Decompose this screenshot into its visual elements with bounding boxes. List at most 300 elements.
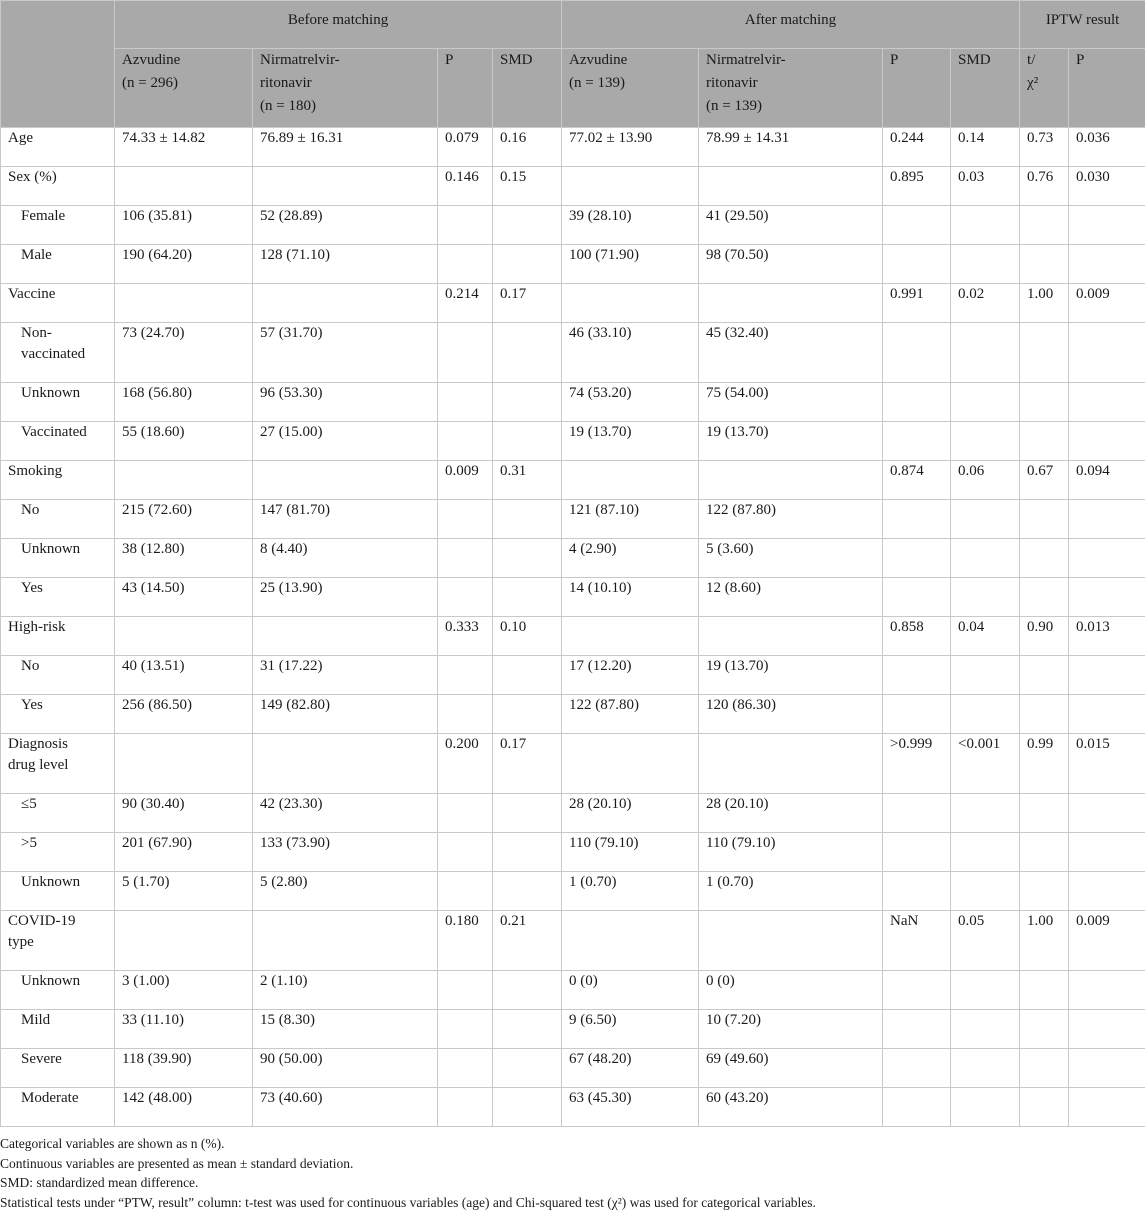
- table-cell: 0.094: [1069, 461, 1145, 500]
- table-cell: [1069, 1010, 1145, 1049]
- table-subrow: [1, 206, 1145, 245]
- table-footnotes: [0, 1134, 1145, 1212]
- table-cell: [1020, 656, 1069, 695]
- table-cell: [883, 422, 951, 461]
- table-cell: [493, 656, 562, 695]
- table-cell: 0.858: [883, 617, 951, 656]
- table-cell: 45 (32.40): [699, 323, 883, 383]
- table-cell: 0.991: [883, 284, 951, 323]
- table-cell: 120 (86.30): [699, 695, 883, 734]
- table-cell: [493, 872, 562, 911]
- table-cell: [951, 833, 1020, 872]
- table-cell: 33 (11.10): [115, 1010, 253, 1049]
- table-cell: [1020, 695, 1069, 734]
- table-cell: [883, 833, 951, 872]
- row-label: Severe: [1, 1049, 115, 1088]
- table-cell: 2 (1.10): [253, 971, 438, 1010]
- table-cell: [115, 734, 253, 794]
- table-cell: 63 (45.30): [562, 1088, 699, 1127]
- table-cell: [562, 911, 699, 971]
- table-cell: [883, 872, 951, 911]
- table-cell: [438, 323, 493, 383]
- row-label: Non- vaccinated: [1, 323, 115, 383]
- table-cell: 190 (64.20): [115, 245, 253, 284]
- table-row: [1, 167, 1145, 206]
- table-cell: [883, 1010, 951, 1049]
- table-cell: [883, 578, 951, 617]
- table-cell: 0.03: [951, 167, 1020, 206]
- table-cell: [438, 872, 493, 911]
- table-cell: 55 (18.60): [115, 422, 253, 461]
- row-label: Vaccine: [1, 284, 115, 323]
- table-cell: [699, 167, 883, 206]
- column-header: t/ χ²: [1020, 49, 1069, 128]
- table-cell: 60 (43.20): [699, 1088, 883, 1127]
- table-cell: [951, 794, 1020, 833]
- table-cell: [438, 1010, 493, 1049]
- table-subrow: [1, 695, 1145, 734]
- table-cell: 19 (13.70): [699, 422, 883, 461]
- table-cell: [253, 911, 438, 971]
- table-cell: [1069, 578, 1145, 617]
- table-cell: 1 (0.70): [699, 872, 883, 911]
- table-cell: [1020, 971, 1069, 1010]
- table-cell: [438, 500, 493, 539]
- header-corner-cell: [1, 1, 115, 128]
- row-label: Unknown: [1, 971, 115, 1010]
- table-cell: 1.00: [1020, 284, 1069, 323]
- table-cell: [493, 323, 562, 383]
- row-label: No: [1, 500, 115, 539]
- table-cell: 41 (29.50): [699, 206, 883, 245]
- table-cell: 0.15: [493, 167, 562, 206]
- table-cell: [493, 1088, 562, 1127]
- table-cell: 122 (87.80): [699, 500, 883, 539]
- table-cell: [951, 656, 1020, 695]
- table-cell: 8 (4.40): [253, 539, 438, 578]
- table-row: [1, 911, 1145, 971]
- table-cell: [253, 461, 438, 500]
- table-row: [1, 617, 1145, 656]
- table-cell: 75 (54.00): [699, 383, 883, 422]
- table-cell: 0.99: [1020, 734, 1069, 794]
- row-label: Yes: [1, 578, 115, 617]
- table-cell: [1069, 833, 1145, 872]
- table-cell: [1069, 872, 1145, 911]
- row-label: >5: [1, 833, 115, 872]
- table-cell: [493, 971, 562, 1010]
- table-subrow: [1, 539, 1145, 578]
- table-cell: [1020, 539, 1069, 578]
- table-cell: 147 (81.70): [253, 500, 438, 539]
- table-cell: 0.333: [438, 617, 493, 656]
- table-cell: [1020, 422, 1069, 461]
- table-cell: 4 (2.90): [562, 539, 699, 578]
- table-cell: [883, 206, 951, 245]
- table-subrow: [1, 872, 1145, 911]
- table-cell: [1069, 539, 1145, 578]
- row-label: Unknown: [1, 539, 115, 578]
- table-cell: [1069, 1049, 1145, 1088]
- table-cell: [1069, 245, 1145, 284]
- table-cell: 3 (1.00): [115, 971, 253, 1010]
- table-subrow: [1, 323, 1145, 383]
- table-cell: 46 (33.10): [562, 323, 699, 383]
- table-cell: 67 (48.20): [562, 1049, 699, 1088]
- table-cell: 0.013: [1069, 617, 1145, 656]
- table-cell: 0.21: [493, 911, 562, 971]
- row-label: Yes: [1, 695, 115, 734]
- footnote: Continuous variables are presented as mean ± standard deviation.: [0, 1155, 354, 1171]
- table-cell: [1069, 206, 1145, 245]
- table-cell: 0.73: [1020, 128, 1069, 167]
- table-cell: 133 (73.90): [253, 833, 438, 872]
- table-cell: 10 (7.20): [699, 1010, 883, 1049]
- table-cell: [438, 656, 493, 695]
- table-cell: [883, 245, 951, 284]
- table-cell: [699, 911, 883, 971]
- table-cell: [883, 383, 951, 422]
- table-cell: 0.009: [1069, 284, 1145, 323]
- table-cell: 28 (20.10): [699, 794, 883, 833]
- row-label: High-risk: [1, 617, 115, 656]
- table-cell: [493, 695, 562, 734]
- row-label: Smoking: [1, 461, 115, 500]
- row-label: Female: [1, 206, 115, 245]
- row-label: ≤5: [1, 794, 115, 833]
- table-cell: 25 (13.90): [253, 578, 438, 617]
- table-cell: [438, 794, 493, 833]
- table-cell: 0.180: [438, 911, 493, 971]
- row-label: Mild: [1, 1010, 115, 1049]
- table-cell: 0.009: [1069, 911, 1145, 971]
- table-cell: 0.10: [493, 617, 562, 656]
- table-cell: [562, 167, 699, 206]
- table-cell: [493, 422, 562, 461]
- table-subrow: [1, 971, 1145, 1010]
- table-cell: >0.999: [883, 734, 951, 794]
- table-cell: 1.00: [1020, 911, 1069, 971]
- table-subrow: [1, 794, 1145, 833]
- table-cell: 0.874: [883, 461, 951, 500]
- table-cell: 0.17: [493, 284, 562, 323]
- table-cell: 0.02: [951, 284, 1020, 323]
- table-cell: 128 (71.10): [253, 245, 438, 284]
- table-cell: [883, 1049, 951, 1088]
- table-cell: [253, 167, 438, 206]
- table-cell: [951, 695, 1020, 734]
- table-cell: 78.99 ± 14.31: [699, 128, 883, 167]
- table-cell: [951, 323, 1020, 383]
- table-cell: [1020, 323, 1069, 383]
- table-cell: [1020, 872, 1069, 911]
- table-cell: [115, 167, 253, 206]
- table-cell: <0.001: [951, 734, 1020, 794]
- table-cell: [1069, 422, 1145, 461]
- table-cell: 40 (13.51): [115, 656, 253, 695]
- table-subrow: [1, 578, 1145, 617]
- table-cell: [562, 284, 699, 323]
- table-cell: [951, 500, 1020, 539]
- table-subrow: [1, 1049, 1145, 1088]
- column-header: SMD: [951, 49, 1020, 128]
- row-label: No: [1, 656, 115, 695]
- table-subrow: [1, 500, 1145, 539]
- table-cell: 0.90: [1020, 617, 1069, 656]
- table-cell: 0.06: [951, 461, 1020, 500]
- table-cell: 142 (48.00): [115, 1088, 253, 1127]
- table-cell: 0.16: [493, 128, 562, 167]
- table-cell: [493, 245, 562, 284]
- table-cell: 100 (71.90): [562, 245, 699, 284]
- table-subrow: [1, 245, 1145, 284]
- table-subrow: [1, 1010, 1145, 1049]
- table-cell: [1020, 206, 1069, 245]
- table-cell: [1020, 833, 1069, 872]
- table-cell: [1020, 245, 1069, 284]
- column-header: P: [438, 49, 493, 128]
- table-cell: [951, 206, 1020, 245]
- table-cell: [438, 695, 493, 734]
- table-cell: [1020, 794, 1069, 833]
- table-cell: 0.030: [1069, 167, 1145, 206]
- table-cell: 73 (40.60): [253, 1088, 438, 1127]
- table-cell: [115, 461, 253, 500]
- table-cell: [438, 383, 493, 422]
- row-label: Sex (%): [1, 167, 115, 206]
- table-cell: 0 (0): [699, 971, 883, 1010]
- group-after-matching: After matching: [562, 1, 1020, 49]
- table-cell: 42 (23.30): [253, 794, 438, 833]
- table-cell: [1069, 500, 1145, 539]
- table-cell: [562, 734, 699, 794]
- table-cell: [1069, 794, 1145, 833]
- table-cell: [1069, 323, 1145, 383]
- table-cell: 38 (12.80): [115, 539, 253, 578]
- table-cell: [883, 656, 951, 695]
- table-cell: [883, 971, 951, 1010]
- table-cell: 0.009: [438, 461, 493, 500]
- table-cell: [438, 422, 493, 461]
- table-cell: 0.04: [951, 617, 1020, 656]
- table-cell: 215 (72.60): [115, 500, 253, 539]
- table-cell: [951, 578, 1020, 617]
- table-cell: [493, 1010, 562, 1049]
- row-label: Moderate: [1, 1088, 115, 1127]
- column-header: Azvudine (n = 139): [562, 49, 699, 128]
- table-cell: 15 (8.30): [253, 1010, 438, 1049]
- table-cell: 121 (87.10): [562, 500, 699, 539]
- column-header: P: [1069, 49, 1145, 128]
- table-cell: [699, 284, 883, 323]
- table-row: [1, 734, 1145, 794]
- table-cell: 5 (2.80): [253, 872, 438, 911]
- table-cell: [493, 794, 562, 833]
- table-cell: [493, 206, 562, 245]
- table-cell: [1020, 383, 1069, 422]
- table-cell: [951, 539, 1020, 578]
- header-group-row: [1, 1, 1145, 49]
- table-body: [1, 128, 1145, 1127]
- table-cell: 110 (79.10): [562, 833, 699, 872]
- table-cell: 0.76: [1020, 167, 1069, 206]
- table-cell: 0.31: [493, 461, 562, 500]
- table-cell: [115, 617, 253, 656]
- table-cell: 122 (87.80): [562, 695, 699, 734]
- table-cell: 98 (70.50): [699, 245, 883, 284]
- table-cell: 76.89 ± 16.31: [253, 128, 438, 167]
- table-cell: [438, 833, 493, 872]
- table-cell: [883, 500, 951, 539]
- table-cell: [493, 1049, 562, 1088]
- group-before-matching: Before matching: [115, 1, 562, 49]
- table-cell: [951, 971, 1020, 1010]
- table-cell: [699, 617, 883, 656]
- table-cell: [951, 422, 1020, 461]
- table-cell: 149 (82.80): [253, 695, 438, 734]
- column-header: Nirmatrelvir- ritonavir (n = 139): [699, 49, 883, 128]
- row-label: Vaccinated: [1, 422, 115, 461]
- table-cell: [951, 872, 1020, 911]
- table-cell: 52 (28.89): [253, 206, 438, 245]
- table-cell: 69 (49.60): [699, 1049, 883, 1088]
- table-cell: 14 (10.10): [562, 578, 699, 617]
- footnote: Statistical tests under “PTW, result” column: t-test was used for continuous variables (age) and Chi-squared test (χ²) was used for categorical variables.: [0, 1194, 816, 1210]
- table-cell: 0.079: [438, 128, 493, 167]
- table-cell: 5 (1.70): [115, 872, 253, 911]
- table-cell: [493, 383, 562, 422]
- table-cell: 12 (8.60): [699, 578, 883, 617]
- row-label: Unknown: [1, 872, 115, 911]
- table-cell: 0.214: [438, 284, 493, 323]
- table-cell: [951, 245, 1020, 284]
- table-row: [1, 461, 1145, 500]
- table-cell: [883, 323, 951, 383]
- table-cell: 74 (53.20): [562, 383, 699, 422]
- table-cell: [438, 1088, 493, 1127]
- table-cell: [438, 1049, 493, 1088]
- table-cell: [1020, 1088, 1069, 1127]
- table-cell: 73 (24.70): [115, 323, 253, 383]
- table-cell: 77.02 ± 13.90: [562, 128, 699, 167]
- table-cell: [951, 383, 1020, 422]
- table-cell: [1020, 1049, 1069, 1088]
- table-cell: 0 (0): [562, 971, 699, 1010]
- group-iptw-result: IPTW result: [1020, 1, 1145, 49]
- table-cell: [1069, 656, 1145, 695]
- table-cell: 0.67: [1020, 461, 1069, 500]
- table-cell: 0.244: [883, 128, 951, 167]
- table-cell: 1 (0.70): [562, 872, 699, 911]
- table-cell: 0.05: [951, 911, 1020, 971]
- row-label: Unknown: [1, 383, 115, 422]
- table-cell: [951, 1010, 1020, 1049]
- table-cell: [1069, 383, 1145, 422]
- column-header: SMD: [493, 49, 562, 128]
- table-cell: [883, 1088, 951, 1127]
- table-cell: [253, 284, 438, 323]
- table-cell: 168 (56.80): [115, 383, 253, 422]
- table-cell: 110 (79.10): [699, 833, 883, 872]
- table-cell: [562, 461, 699, 500]
- table-cell: 17 (12.20): [562, 656, 699, 695]
- table-cell: 39 (28.10): [562, 206, 699, 245]
- table-cell: [115, 911, 253, 971]
- table-cell: NaN: [883, 911, 951, 971]
- table-cell: [493, 578, 562, 617]
- table-subrow: [1, 833, 1145, 872]
- table-cell: [253, 617, 438, 656]
- table-cell: 43 (14.50): [115, 578, 253, 617]
- table-cell: 0.146: [438, 167, 493, 206]
- table-cell: 0.200: [438, 734, 493, 794]
- table-cell: [699, 461, 883, 500]
- table-cell: [493, 539, 562, 578]
- table-cell: [493, 500, 562, 539]
- table-cell: [1020, 578, 1069, 617]
- table-cell: 0.895: [883, 167, 951, 206]
- table-cell: 256 (86.50): [115, 695, 253, 734]
- table-cell: [438, 971, 493, 1010]
- table-cell: [1069, 695, 1145, 734]
- table-cell: 106 (35.81): [115, 206, 253, 245]
- row-label: Diagnosis drug level: [1, 734, 115, 794]
- table-cell: [883, 695, 951, 734]
- column-header: P: [883, 49, 951, 128]
- table-cell: 118 (39.90): [115, 1049, 253, 1088]
- table-cell: 19 (13.70): [562, 422, 699, 461]
- table-cell: [253, 734, 438, 794]
- table-cell: [1069, 971, 1145, 1010]
- row-label: Male: [1, 245, 115, 284]
- table-cell: [699, 734, 883, 794]
- table-cell: 0.17: [493, 734, 562, 794]
- table-cell: 27 (15.00): [253, 422, 438, 461]
- footnote: Categorical variables are shown as n (%).: [0, 1136, 225, 1151]
- row-label: COVID-19 type: [1, 911, 115, 971]
- table-cell: 5 (3.60): [699, 539, 883, 578]
- table-cell: 28 (20.10): [562, 794, 699, 833]
- table-cell: 0.015: [1069, 734, 1145, 794]
- table-cell: [438, 578, 493, 617]
- table-subrow: [1, 383, 1145, 422]
- table-cell: 201 (67.90): [115, 833, 253, 872]
- table-cell: 90 (30.40): [115, 794, 253, 833]
- row-label: Age: [1, 128, 115, 167]
- table-cell: 57 (31.70): [253, 323, 438, 383]
- footnote: SMD: standardized mean difference.: [0, 1175, 199, 1190]
- table-cell: [115, 284, 253, 323]
- table-cell: 74.33 ± 14.82: [115, 128, 253, 167]
- table-cell: [493, 833, 562, 872]
- column-header-row: [1, 49, 1145, 128]
- table-cell: [438, 539, 493, 578]
- table-cell: [438, 206, 493, 245]
- table-cell: 0.036: [1069, 128, 1145, 167]
- table-cell: [438, 245, 493, 284]
- table-row: [1, 284, 1145, 323]
- table-cell: [883, 539, 951, 578]
- table-cell: 19 (13.70): [699, 656, 883, 695]
- table-row: [1, 128, 1145, 167]
- table-subrow: [1, 656, 1145, 695]
- table-cell: [562, 617, 699, 656]
- column-header: Nirmatrelvir- ritonavir (n = 180): [253, 49, 438, 128]
- table-cell: [951, 1049, 1020, 1088]
- table-cell: [1020, 500, 1069, 539]
- table-cell: [1069, 1088, 1145, 1127]
- table-cell: 31 (17.22): [253, 656, 438, 695]
